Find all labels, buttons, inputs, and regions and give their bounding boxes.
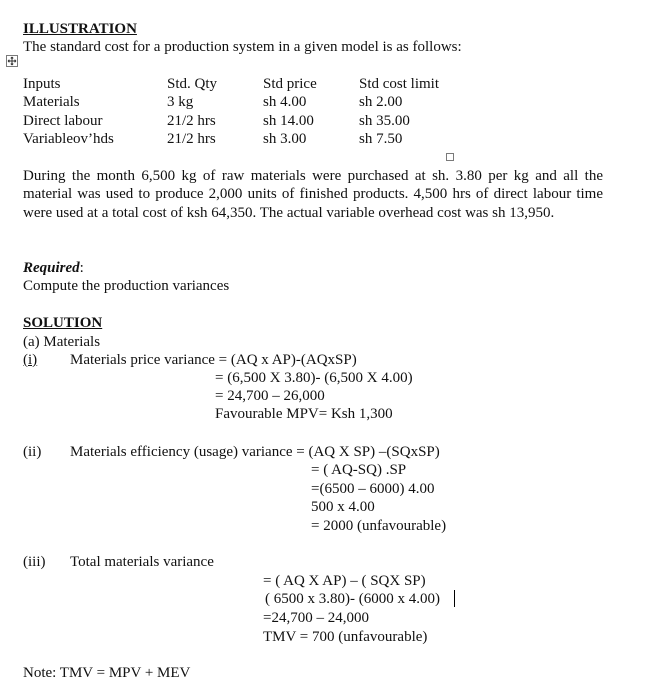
item-i-line: = 24,700 – 26,000 [215,388,325,404]
text-cursor [454,590,455,607]
item-i-line: Favourable MPV= Ksh 1,300 [215,406,393,422]
item-iii-line: TMV = 700 (unfavourable) [263,629,428,645]
table-cell: Direct labour [23,113,103,129]
table-cell: 3 kg [167,94,194,110]
intro-text: The standard cost for a production system in a given model is as follows: [23,39,462,55]
table-cell: sh 4.00 [263,94,307,110]
table-move-handle-icon[interactable] [6,55,18,67]
table-cell: Materials [23,94,80,110]
problem-paragraph: During the month 6,500 kg of raw materials were purchased at sh. 3.80 per kg and all the material was used to produce 2,000 units of finished products. 4,500 hrs of direct labour time were used at a total cost of ksh 64,350. The actual variable overhead cost was sh 13,950. [23,168,603,221]
table-header-std-qty: Std. Qty [167,76,218,92]
item-ii-line: = ( AQ-SQ) .SP [311,462,407,478]
note-text: Note: TMV = MPV + MEV [23,665,191,681]
table-cell: 21/2 hrs [167,113,216,129]
table-cell: sh 2.00 [359,94,403,110]
table-header-std-price: Std price [263,76,317,92]
solution-heading: SOLUTION [23,315,103,331]
item-iii-title: Total materials variance [70,554,214,570]
section-a-label: (a) Materials [23,334,101,350]
table-cell: sh 7.50 [359,131,403,147]
item-i-number: (i) [23,352,38,368]
table-header-inputs: Inputs [23,76,61,92]
item-ii-line: = 2000 (unfavourable) [311,518,447,534]
table-cell: sh 14.00 [263,113,314,129]
item-i-title: Materials price variance = (AQ x AP)-(AQxSP) [70,352,357,368]
table-header-std-cost-limit: Std cost limit [359,76,440,92]
item-iii-line: =24,700 – 24,000 [263,610,369,626]
table-cell: sh 3.00 [263,131,307,147]
required-text: Compute the production variances [23,278,230,294]
item-ii-line: =(6500 – 6000) 4.00 [311,481,435,497]
item-ii-title: Materials efficiency (usage) variance = (AQ X SP) –(SQxSP) [70,444,440,460]
item-iii-number: (iii) [23,554,46,570]
illustration-heading: ILLUSTRATION [23,21,137,37]
required-line [23,259,84,277]
item-ii-number: (ii) [23,444,42,460]
item-iii-line: ( 6500 x 3.80)- (6000 x 4.00) [265,591,440,607]
table-cell: sh 35.00 [359,113,410,129]
table-cell: Variableov’hds [23,131,114,147]
item-ii-line: 500 x 4.00 [311,499,375,515]
item-i-line: = (6,500 X 3.80)- (6,500 X 4.00) [215,370,413,386]
table-resize-handle-icon[interactable] [446,153,454,161]
table-cell: 21/2 hrs [167,131,216,147]
required-label: Required [23,260,80,276]
item-iii-line: = ( AQ X AP) – ( SQX SP) [263,573,426,589]
required-colon: : [79,260,84,276]
